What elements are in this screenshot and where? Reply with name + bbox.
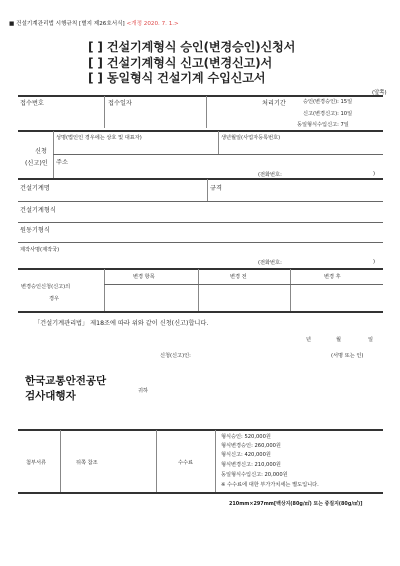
row-line bbox=[18, 201, 383, 202]
section-border bbox=[18, 429, 383, 431]
divider bbox=[104, 269, 105, 311]
receipt-number-label: 접수번호 bbox=[20, 100, 44, 107]
period-approval: 승인(변경승인): 15일 bbox=[303, 99, 353, 105]
fee-change-report: 형식변경신고: 210,000원 bbox=[221, 462, 281, 468]
row-line bbox=[104, 284, 383, 285]
section-border bbox=[18, 311, 383, 313]
title-approval: [ ] 건설기계형식 승인(변경승인)신청서 bbox=[88, 40, 296, 54]
processing-period-label: 처리기간 bbox=[262, 100, 286, 107]
date-year: 년 bbox=[306, 337, 312, 343]
divider bbox=[198, 269, 199, 311]
form-titles bbox=[88, 40, 348, 87]
paper-spec-footer: 210mm×297mm[백상지(80g/㎡) 또는 중질지(80g/㎡)] bbox=[229, 501, 363, 507]
applicant-phone-label: (전화번호: bbox=[258, 172, 282, 178]
recipient-name bbox=[25, 374, 106, 404]
signature-note: (서명 또는 인) bbox=[331, 353, 364, 359]
manufacturer-label: 제작사명(제작국) bbox=[20, 247, 60, 253]
fee-change-approval: 형식변경승인: 260,000원 bbox=[221, 443, 281, 449]
page-side-label: (앞쪽) bbox=[372, 90, 387, 96]
fee-import: 동일형식수입신고: 20,000원 bbox=[221, 472, 288, 478]
machine-spec-label: 규격 bbox=[210, 185, 222, 192]
form-revision: <개정 2020. 7. 1.> bbox=[126, 21, 179, 27]
applicant-label-1: 신청 bbox=[35, 148, 47, 155]
manufacturer-phone-label: (전화번호: bbox=[258, 260, 282, 266]
section-border bbox=[18, 130, 383, 132]
row-line bbox=[18, 222, 383, 223]
engine-model-label: 원동기형식 bbox=[20, 227, 50, 234]
change-col-before: 변경 전 bbox=[230, 274, 247, 280]
applicant-label-2: (신고)인 bbox=[25, 160, 48, 167]
form-header-prefix: ■ 건설기계관리법 시행규칙 [별지 제26호서식] bbox=[9, 21, 125, 27]
change-col-after: 변경 후 bbox=[324, 274, 341, 280]
row-line bbox=[18, 242, 383, 243]
date-day: 일 bbox=[368, 337, 374, 343]
change-label-2: 경우 bbox=[49, 296, 60, 302]
title-import: [ ] 동일형식 건설기계 수입신고서 bbox=[88, 71, 266, 86]
receipt-date-label: 접수일자 bbox=[108, 100, 132, 107]
form-header bbox=[9, 19, 179, 27]
applicant-birth-label: 생년월일(사업자등록번호) bbox=[221, 135, 281, 141]
fee-label: 수수료 bbox=[178, 460, 194, 466]
applicant-address-label: 주소 bbox=[56, 159, 68, 166]
legal-statement: 「건설기계관리법」 제18조에 따라 위와 같이 신청(신고)합니다. bbox=[34, 320, 209, 327]
period-report: 신고(변경신고): 10일 bbox=[303, 111, 353, 117]
divider bbox=[206, 96, 207, 128]
signature-label: 신청(신고)인: bbox=[160, 353, 191, 359]
recipient-suffix: 귀하 bbox=[138, 388, 149, 394]
fee-vat-note: ※ 수수료에 대한 부가가치세는 별도입니다. bbox=[221, 482, 319, 488]
divider bbox=[215, 430, 216, 492]
fee-report: 형식신고: 420,000원 bbox=[221, 452, 271, 458]
recipient-line-1: 한국교통안전공단 bbox=[25, 375, 107, 387]
divider bbox=[60, 430, 61, 492]
divider bbox=[207, 179, 208, 201]
title-report: [ ] 건설기계형식 신고(변경신고)서 bbox=[88, 55, 273, 70]
section-border bbox=[18, 268, 383, 270]
applicant-name-label: 성명(법인인 경우에는 상호 및 대표자) bbox=[56, 135, 142, 141]
divider bbox=[156, 430, 157, 492]
applicant-phone-close: ) bbox=[373, 171, 376, 177]
divider bbox=[218, 131, 219, 154]
bottom-border bbox=[18, 492, 383, 494]
divider bbox=[104, 96, 105, 128]
top-border bbox=[18, 95, 383, 97]
attachments-label: 첨부서류 bbox=[26, 460, 47, 466]
manufacturer-phone-close: ) bbox=[373, 259, 376, 265]
recipient-line-2: 검사대행자 bbox=[25, 390, 76, 402]
fee-approval: 형식승인: 520,000원 bbox=[221, 434, 271, 440]
machine-model-label: 건설기계형식 bbox=[20, 207, 56, 214]
change-col-item: 변경 항목 bbox=[133, 274, 155, 280]
attachments-text: 뒤쪽 참조 bbox=[76, 460, 98, 466]
period-import: 동일형식수입신고: 7일 bbox=[297, 122, 349, 128]
section-border bbox=[18, 178, 383, 180]
row-line bbox=[53, 154, 383, 155]
change-label-1: 변경승인신청(신고)의 bbox=[21, 284, 71, 290]
divider bbox=[290, 269, 291, 311]
date-month: 월 bbox=[336, 337, 342, 343]
machine-type-label: 건설기계명 bbox=[20, 185, 50, 192]
